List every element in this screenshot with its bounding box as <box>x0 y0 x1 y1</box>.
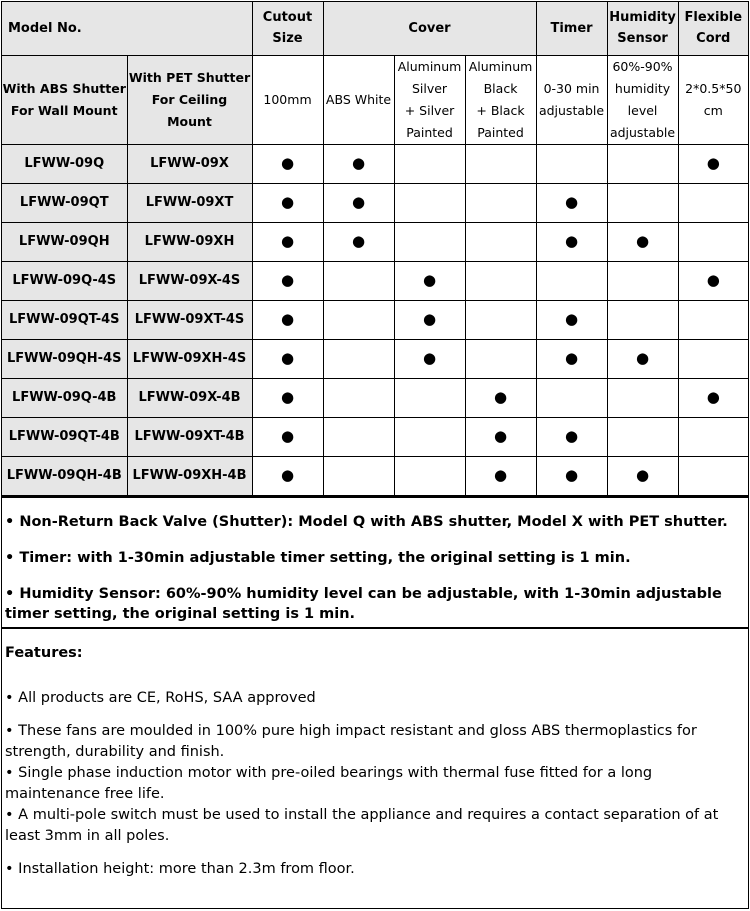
subheader-line: Painted <box>406 124 453 140</box>
feature-dot: ● <box>252 417 323 456</box>
shutter-note: • Non-Return Back Valve (Shutter): Model Q with ABS shutter, Model X with PET shutter. <box>5 513 728 530</box>
subheader-line: adjustable <box>609 124 676 140</box>
feature-dot: ● <box>536 183 607 222</box>
ceiling-model: LFWW-09X-4B <box>127 378 252 417</box>
header-line: Humidity <box>609 10 676 26</box>
feature-dot: ● <box>252 183 323 222</box>
table-row <box>2 183 748 222</box>
header-line: Size <box>272 31 303 47</box>
aluminum-black-cover <box>465 55 536 144</box>
ceiling-model: LFWW-09XH-4B <box>127 456 252 495</box>
feature-dot: ● <box>252 339 323 378</box>
cover-header: Cover <box>323 2 536 55</box>
feature-dot: ● <box>252 222 323 261</box>
product-spec-sheet <box>1 1 749 909</box>
subheader-line: adjustable <box>538 102 605 118</box>
wall-model: LFWW-09Q <box>2 144 127 183</box>
feature-dot: ● <box>465 378 536 417</box>
feature-dot: ● <box>394 261 465 300</box>
feature-dot: ● <box>607 222 678 261</box>
feature-dot: ● <box>323 183 394 222</box>
empty-cell <box>323 378 394 417</box>
ceiling-model: LFWW-09XT-4S <box>127 300 252 339</box>
empty-cell <box>323 261 394 300</box>
feature-dot: ● <box>536 222 607 261</box>
subheader-line: 60%-90% <box>612 58 673 74</box>
table-row <box>2 339 748 378</box>
flexible-cord-header <box>678 2 748 55</box>
feature-item: • These fans are moulded in 100% pure high impact resistant and gloss ABS thermoplastics for strength, durability and finish. <box>5 722 697 760</box>
wall-model: LFWW-09Q-4B <box>2 378 127 417</box>
empty-cell <box>607 417 678 456</box>
empty-cell <box>678 183 748 222</box>
table-row <box>2 222 748 261</box>
subheader-line: For Ceiling Mount <box>151 91 228 129</box>
subheader-line: Silver <box>411 80 448 96</box>
empty-cell <box>323 300 394 339</box>
feature-item: • Single phase induction motor with pre-oiled bearings with thermal fuse fitted for a long maintenance free life. <box>5 764 653 802</box>
empty-cell <box>394 144 465 183</box>
wall-model: LFWW-09QH-4B <box>2 456 127 495</box>
empty-cell <box>323 456 394 495</box>
feature-dot: ● <box>252 261 323 300</box>
header-line: Cutout <box>262 10 313 26</box>
wall-model: LFWW-09QT-4B <box>2 417 127 456</box>
wall-model: LFWW-09QH-4S <box>2 339 127 378</box>
feature-dot: ● <box>252 300 323 339</box>
notes-section <box>2 496 748 629</box>
cord-spec <box>678 55 748 144</box>
ceiling-model: LFWW-09XT <box>127 183 252 222</box>
table-row <box>2 417 748 456</box>
table-row <box>2 378 748 417</box>
empty-cell <box>465 222 536 261</box>
feature-dot: ● <box>252 456 323 495</box>
features-section <box>2 629 748 880</box>
feature-dot: ● <box>607 339 678 378</box>
aluminum-silver-cover <box>394 55 465 144</box>
humidity-note: • Humidity Sensor: 60%-90% humidity level can be adjustable, with 1-30min adjustable timer setting, the original setting is 1 min. <box>5 585 722 622</box>
subheader-line: 2*0.5*50 <box>685 80 742 96</box>
cutout-100mm: 100mm <box>252 55 323 144</box>
empty-cell <box>536 261 607 300</box>
empty-cell <box>536 144 607 183</box>
model-spec-table <box>2 2 748 496</box>
empty-cell <box>394 456 465 495</box>
wall-model: LFWW-09Q-4S <box>2 261 127 300</box>
empty-cell <box>394 183 465 222</box>
feature-item: • Installation height: more than 2.3m from floor. <box>5 860 355 877</box>
empty-cell <box>394 222 465 261</box>
table-row <box>2 144 748 183</box>
wall-model: LFWW-09QT-4S <box>2 300 127 339</box>
ceiling-model: LFWW-09XH <box>127 222 252 261</box>
empty-cell <box>394 378 465 417</box>
empty-cell <box>465 261 536 300</box>
header-line: Sensor <box>617 31 668 47</box>
empty-cell <box>607 300 678 339</box>
subheader-line: humidity <box>614 80 671 96</box>
empty-cell <box>536 378 607 417</box>
feature-dot: ● <box>536 456 607 495</box>
feature-dot: ● <box>465 417 536 456</box>
ceiling-model: LFWW-09X <box>127 144 252 183</box>
empty-cell <box>678 339 748 378</box>
abs-white-cover: ABS White <box>323 55 394 144</box>
ceiling-model: LFWW-09XT-4B <box>127 417 252 456</box>
feature-dot: ● <box>323 144 394 183</box>
subheader-row <box>2 55 748 144</box>
feature-dot: ● <box>394 300 465 339</box>
table-row <box>2 261 748 300</box>
subheader-line: + Black <box>476 102 525 118</box>
empty-cell <box>323 339 394 378</box>
empty-cell <box>394 417 465 456</box>
feature-dot: ● <box>678 144 748 183</box>
subheader-line: Black <box>483 80 518 96</box>
feature-dot: ● <box>252 144 323 183</box>
subheader-line: Aluminum <box>468 58 533 74</box>
empty-cell <box>607 261 678 300</box>
empty-cell <box>465 339 536 378</box>
feature-dot: ● <box>465 456 536 495</box>
feature-dot: ● <box>536 417 607 456</box>
wall-model: LFWW-09QH <box>2 222 127 261</box>
empty-cell <box>323 417 394 456</box>
empty-cell <box>465 183 536 222</box>
subheader-line: level <box>627 102 658 118</box>
empty-cell <box>607 144 678 183</box>
feature-dot: ● <box>607 456 678 495</box>
subheader-line: Painted <box>477 124 524 140</box>
humidity-sensor-header <box>607 2 678 55</box>
timer-spec <box>536 55 607 144</box>
features-heading: Features: <box>5 644 83 661</box>
feature-dot: ● <box>394 339 465 378</box>
feature-item: • A multi-pole switch must be used to install the appliance and requires a contact separation of at least 3mm in all poles. <box>5 806 719 844</box>
pet-shutter-header <box>127 55 252 144</box>
ceiling-model: LFWW-09XH-4S <box>127 339 252 378</box>
table-row <box>2 456 748 495</box>
empty-cell <box>678 222 748 261</box>
header-line: Cord <box>696 31 731 47</box>
feature-dot: ● <box>536 339 607 378</box>
empty-cell <box>678 417 748 456</box>
header-row <box>2 2 748 55</box>
empty-cell <box>678 300 748 339</box>
ceiling-model: LFWW-09X-4S <box>127 261 252 300</box>
feature-dot: ● <box>252 378 323 417</box>
empty-cell <box>465 300 536 339</box>
subheader-line: + Silver <box>404 102 455 118</box>
feature-item: • All products are CE, RoHS, SAA approved <box>5 689 316 706</box>
timer-header: Timer <box>536 2 607 55</box>
humidity-spec <box>607 55 678 144</box>
wall-model: LFWW-09QT <box>2 183 127 222</box>
header-line: Flexible <box>684 10 743 26</box>
feature-dot: ● <box>678 261 748 300</box>
cutout-size-header <box>252 2 323 55</box>
empty-cell <box>607 183 678 222</box>
feature-dot: ● <box>323 222 394 261</box>
empty-cell <box>465 144 536 183</box>
abs-shutter-header <box>2 55 127 144</box>
subheader-line: For Wall Mount <box>10 102 118 118</box>
subheader-line: Aluminum <box>397 58 462 74</box>
model-no-heading: Model No. <box>2 2 252 55</box>
empty-cell <box>607 378 678 417</box>
table-row <box>2 300 748 339</box>
subheader-line: With ABS Shutter <box>2 80 126 96</box>
empty-cell <box>678 456 748 495</box>
feature-dot: ● <box>536 300 607 339</box>
timer-note: • Timer: with 1-30min adjustable timer setting, the original setting is 1 min. <box>5 549 631 566</box>
feature-dot: ● <box>678 378 748 417</box>
subheader-line: With PET Shutter <box>128 69 251 85</box>
subheader-line: cm <box>703 102 723 118</box>
subheader-line: 0-30 min <box>543 80 600 96</box>
